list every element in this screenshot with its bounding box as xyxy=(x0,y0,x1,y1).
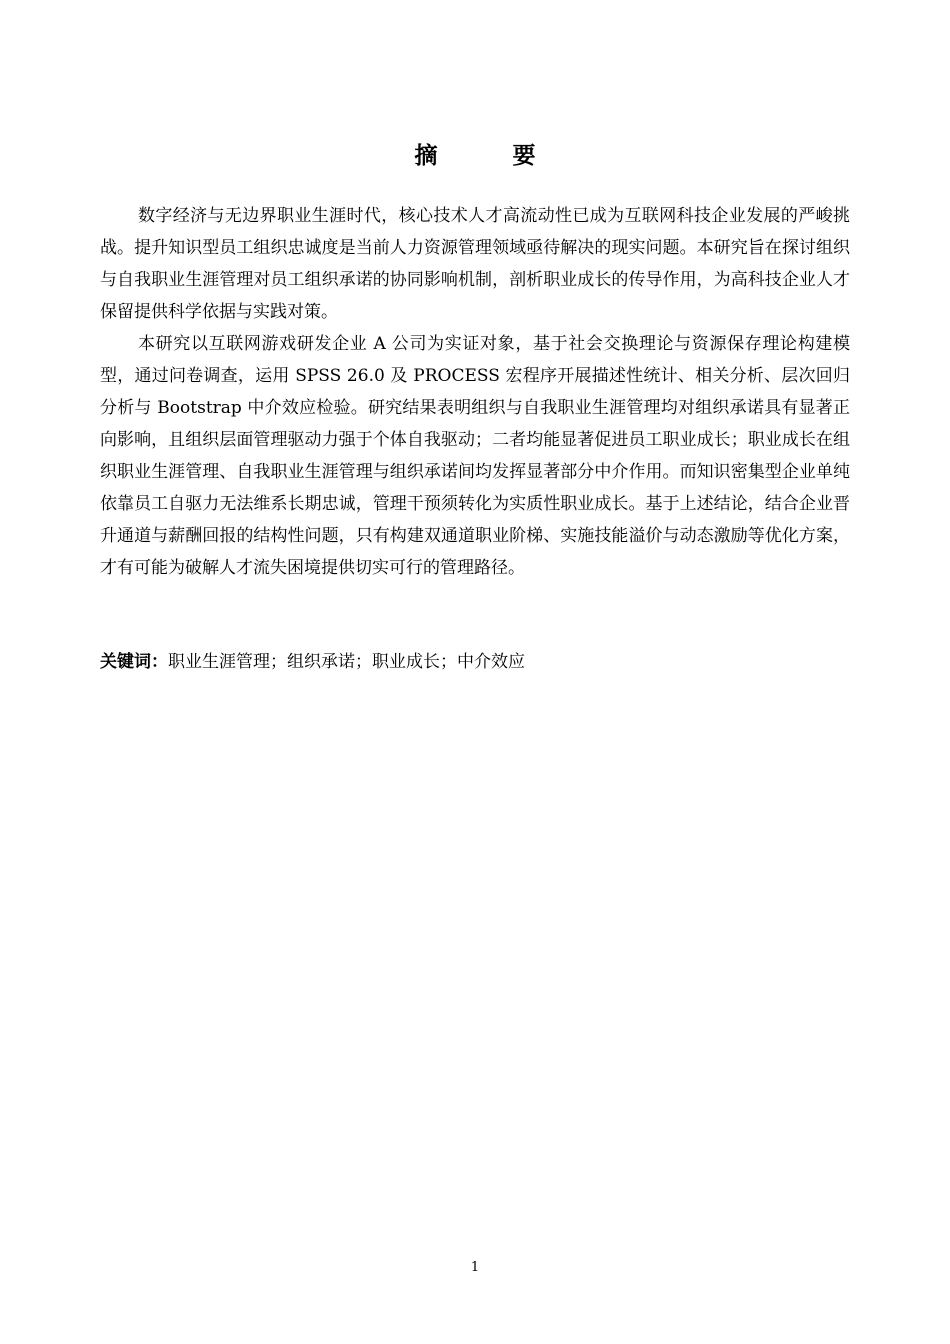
abstract-body xyxy=(100,200,850,584)
keywords-text: 职业生涯管理；组织承诺；职业成长；中介效应 xyxy=(168,652,525,672)
keywords-label: 关键词： xyxy=(100,652,168,672)
abstract-paragraph-2: 本研究以互联网游戏研发企业 A 公司为实证对象，基于社会交换理论与资源保存理论构建模型，通过问卷调查，运用 SPSS 26.0 及 PROCESS 宏程序开展描述性统计、相关分析、层次回归分析与 Bootstrap 中介效应检验。研究结果表明组织与自我职业生涯管理均对组织承诺具有显著正向影响，且组织层面管理驱动力强于个体自我驱动；二者均能显著促进员工职业成长；职业成长在组织职业生涯管理、自我职业生涯管理与组织承诺间均发挥显著部分中介作用。而知识密集型企业单纯依靠员工自驱力无法维系长期忠诚，管理干预须转化为实质性职业成长。基于上述结论，结合企业晋升通道与薪酬回报的结构性问题，只有构建双通道职业阶梯、实施技能溢价与动态激励等优化方案，才有可能为破解人才流失困境提供切实可行的管理路径。 xyxy=(100,334,850,578)
abstract-paragraph-1: 数字经济与无边界职业生涯时代，核心技术人才高流动性已成为互联网科技企业发展的严峻挑战。提升知识型员工组织忠诚度是当前人力资源管理领域亟待解决的现实问题。本研究旨在探讨组织与自我职业生涯管理对员工组织承诺的协同影响机制，剖析职业成长的传导作用，为高科技企业人才保留提供科学依据与实践对策。 xyxy=(100,206,850,322)
abstract-title: 摘 要 xyxy=(414,143,562,169)
keywords-line xyxy=(100,646,850,678)
page-number: 1 xyxy=(470,1260,480,1275)
